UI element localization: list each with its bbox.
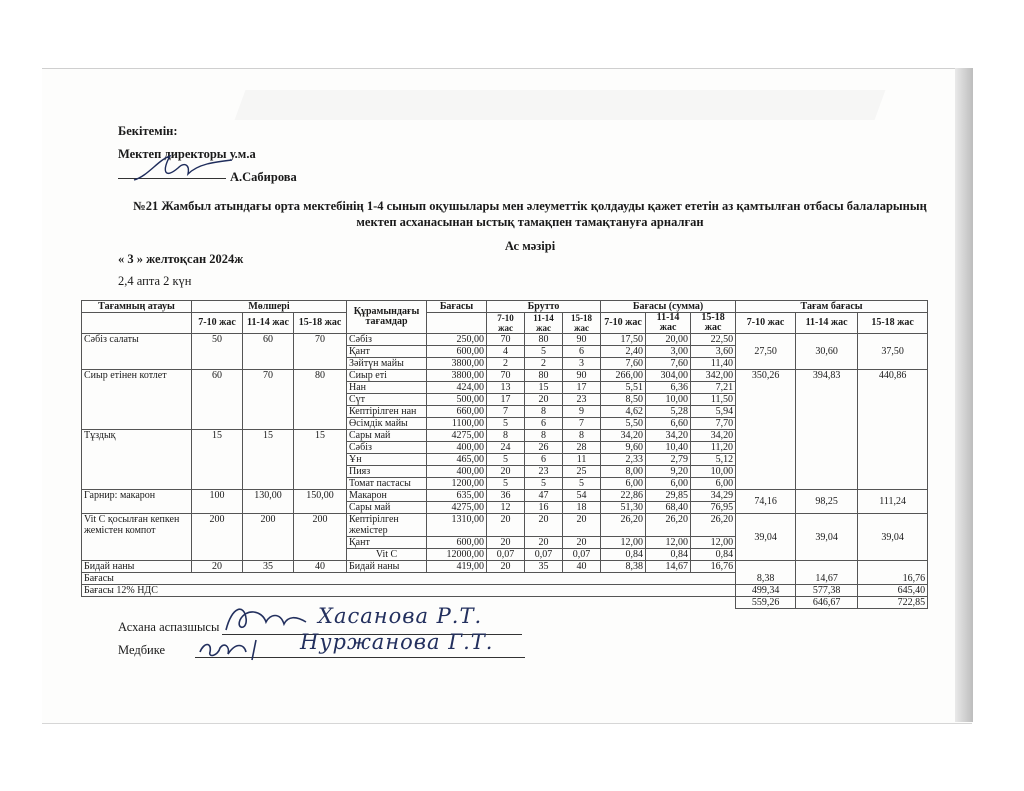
sum-15-18: 22,50 bbox=[691, 334, 736, 346]
brutto-15-18: 7 bbox=[563, 418, 601, 430]
sum-15-18: 342,00 bbox=[691, 370, 736, 382]
brutto-age-11-14: 11-14 жас bbox=[525, 313, 563, 334]
director-name: А.Сабирова bbox=[230, 170, 297, 184]
sum-11-14: 2,79 bbox=[646, 454, 691, 466]
col-dish-price-header: Тағам бағасы bbox=[736, 301, 928, 313]
total-15-18: 645,40 bbox=[858, 585, 928, 597]
table-row bbox=[82, 490, 928, 502]
qty-11-14: 35 bbox=[243, 561, 294, 573]
vat-total-11-14: 646,67 bbox=[796, 597, 858, 609]
brutto-15-18: 18 bbox=[563, 502, 601, 514]
unit-price: 12000,00 bbox=[427, 549, 487, 561]
brutto-15-18: 17 bbox=[563, 382, 601, 394]
sum-15-18: 34,20 bbox=[691, 430, 736, 442]
dish-name: Vit C қосылған кепкен жемістен компот bbox=[82, 514, 192, 561]
brutto-11-14: 5 bbox=[525, 478, 563, 490]
qty-7-10: 60 bbox=[192, 370, 243, 430]
ingredient: Сары май bbox=[347, 430, 427, 442]
approved-label: Бекітемін: bbox=[118, 124, 178, 138]
document-type: Ас мәзірі bbox=[504, 239, 556, 253]
vat-row bbox=[82, 585, 928, 597]
nurse-signature bbox=[196, 632, 276, 662]
qty-15-18: 80 bbox=[294, 370, 347, 430]
sum-15-18: 11,50 bbox=[691, 394, 736, 406]
sum-11-14: 34,20 bbox=[646, 430, 691, 442]
brutto-11-14: 8 bbox=[525, 406, 563, 418]
sum-7-10: 22,86 bbox=[601, 490, 646, 502]
ingredient: Сәбіз bbox=[347, 442, 427, 454]
sum-7-10: 34,20 bbox=[601, 430, 646, 442]
table-row bbox=[82, 370, 928, 382]
sum-7-10: 8,50 bbox=[601, 394, 646, 406]
brutto-11-14: 8 bbox=[525, 430, 563, 442]
qty-11-14: 200 bbox=[243, 514, 294, 561]
qty-11-14: 130,00 bbox=[243, 490, 294, 514]
ingredient: Сүт bbox=[347, 394, 427, 406]
dish-total-11-14: 14,67 bbox=[796, 561, 858, 585]
brutto-7-10: 0,07 bbox=[487, 549, 525, 561]
unit-price: 1310,00 bbox=[427, 514, 487, 537]
brutto-7-10: 20 bbox=[487, 537, 525, 549]
brutto-7-10: 17 bbox=[487, 394, 525, 406]
sum-age-7-10: 7-10 жас bbox=[601, 313, 646, 334]
sum-11-14: 5,28 bbox=[646, 406, 691, 418]
sum-11-14: 12,00 bbox=[646, 537, 691, 549]
nurse-handwritten-name: Нуржанова Г.Т. bbox=[300, 630, 494, 654]
menu-date: « 3 » желтоқсан 2024ж bbox=[118, 252, 244, 266]
brutto-11-14: 20 bbox=[525, 537, 563, 549]
brutto-7-10: 5 bbox=[487, 418, 525, 430]
qty-15-18: 15 bbox=[294, 430, 347, 490]
brutto-15-18: 6 bbox=[563, 346, 601, 358]
brutto-11-14: 80 bbox=[525, 370, 563, 382]
sum-15-18: 7,21 bbox=[691, 382, 736, 394]
page-edge bbox=[955, 68, 973, 722]
qty-11-14: 15 bbox=[243, 430, 294, 490]
sum-7-10: 2,33 bbox=[601, 454, 646, 466]
unit-price: 600,00 bbox=[427, 537, 487, 549]
unit-price: 424,00 bbox=[427, 382, 487, 394]
ingredient: Нан bbox=[347, 382, 427, 394]
ingredient: Өсімдік майы bbox=[347, 418, 427, 430]
sum-11-14: 10,00 bbox=[646, 394, 691, 406]
sum-11-14: 7,60 bbox=[646, 358, 691, 370]
sum-7-10: 12,00 bbox=[601, 537, 646, 549]
col-qty-header: Мөлшері bbox=[192, 301, 347, 313]
sum-7-10: 7,60 bbox=[601, 358, 646, 370]
sum-7-10: 8,00 bbox=[601, 466, 646, 478]
unit-price: 3800,00 bbox=[427, 370, 487, 382]
sum-15-18: 12,00 bbox=[691, 537, 736, 549]
brutto-11-14: 15 bbox=[525, 382, 563, 394]
sum-15-18: 11,20 bbox=[691, 442, 736, 454]
unit-price: 500,00 bbox=[427, 394, 487, 406]
sum-15-18: 6,00 bbox=[691, 478, 736, 490]
bleed-through-shadow bbox=[235, 90, 886, 120]
brutto-11-14: 6 bbox=[525, 454, 563, 466]
qty-7-10: 200 bbox=[192, 514, 243, 561]
table-row bbox=[82, 514, 928, 537]
ingredient: Пияз bbox=[347, 466, 427, 478]
brutto-15-18: 8 bbox=[563, 430, 601, 442]
empty-header-cell bbox=[427, 313, 487, 334]
brutto-11-14: 5 bbox=[525, 346, 563, 358]
vat-total-row bbox=[82, 597, 928, 609]
qty-age-15-18: 15-18 жас bbox=[294, 313, 347, 334]
sum-7-10: 4,62 bbox=[601, 406, 646, 418]
sum-age-15-18: 15-18 жас bbox=[691, 313, 736, 334]
dish-name: Бидай наны bbox=[82, 561, 192, 573]
qty-7-10: 15 bbox=[192, 430, 243, 490]
unit-price: 660,00 bbox=[427, 406, 487, 418]
sum-15-18: 16,76 bbox=[691, 561, 736, 573]
total-label: Бағасы bbox=[82, 573, 736, 585]
brutto-15-18: 25 bbox=[563, 466, 601, 478]
dish-total-15-18: 440,86 bbox=[858, 370, 928, 490]
ingredient: Сиыр еті bbox=[347, 370, 427, 382]
sum-age-11-14: 11-14 жас bbox=[646, 313, 691, 334]
sum-11-14: 20,00 bbox=[646, 334, 691, 346]
sum-11-14: 6,60 bbox=[646, 418, 691, 430]
brutto-7-10: 20 bbox=[487, 561, 525, 573]
brutto-11-14: 80 bbox=[525, 334, 563, 346]
ingredient: Қант bbox=[347, 346, 427, 358]
qty-11-14: 60 bbox=[243, 334, 294, 370]
brutto-15-18: 5 bbox=[563, 478, 601, 490]
qty-11-14: 70 bbox=[243, 370, 294, 430]
col-ingredients-header: Құрамындағы тағамдар bbox=[347, 301, 427, 334]
dish-total-7-10: 39,04 bbox=[736, 514, 796, 561]
nurse-label: Медбике bbox=[118, 643, 166, 657]
brutto-15-18: 28 bbox=[563, 442, 601, 454]
vat-total-7-10: 559,26 bbox=[736, 597, 796, 609]
ingredient: Ұн bbox=[347, 454, 427, 466]
empty-header-cell bbox=[82, 313, 192, 334]
ingredient: Кептірілген нан bbox=[347, 406, 427, 418]
sum-11-14: 29,85 bbox=[646, 490, 691, 502]
ingredient: Зәйтүн майы bbox=[347, 358, 427, 370]
dish-total-11-14: 39,04 bbox=[796, 514, 858, 561]
sum-7-10: 6,00 bbox=[601, 478, 646, 490]
ingredient: Vit C bbox=[347, 549, 427, 561]
brutto-15-18: 3 bbox=[563, 358, 601, 370]
brutto-7-10: 12 bbox=[487, 502, 525, 514]
dish-name: Сиыр етінен котлет bbox=[82, 370, 192, 430]
sum-7-10: 5,50 bbox=[601, 418, 646, 430]
brutto-11-14: 16 bbox=[525, 502, 563, 514]
cook-signature bbox=[222, 600, 312, 636]
brutto-15-18: 54 bbox=[563, 490, 601, 502]
vat-total-15-18: 722,85 bbox=[858, 597, 928, 609]
table-row bbox=[82, 334, 928, 346]
dish-price-age-7-10: 7-10 жас bbox=[736, 313, 796, 334]
sum-11-14: 304,00 bbox=[646, 370, 691, 382]
brutto-15-18: 9 bbox=[563, 406, 601, 418]
unit-price: 400,00 bbox=[427, 442, 487, 454]
unit-price: 465,00 bbox=[427, 454, 487, 466]
table-row bbox=[82, 561, 928, 573]
brutto-7-10: 70 bbox=[487, 334, 525, 346]
sum-11-14: 9,20 bbox=[646, 466, 691, 478]
dish-total-11-14: 30,60 bbox=[796, 334, 858, 370]
brutto-7-10: 20 bbox=[487, 466, 525, 478]
director-signature bbox=[128, 150, 238, 190]
brutto-11-14: 26 bbox=[525, 442, 563, 454]
qty-15-18: 200 bbox=[294, 514, 347, 561]
sum-15-18: 76,95 bbox=[691, 502, 736, 514]
brutto-15-18: 40 bbox=[563, 561, 601, 573]
brutto-15-18: 90 bbox=[563, 370, 601, 382]
brutto-11-14: 2 bbox=[525, 358, 563, 370]
director-position: Мектеп директоры у.м.а bbox=[118, 147, 256, 161]
qty-age-7-10: 7-10 жас bbox=[192, 313, 243, 334]
dish-total-15-18: 111,24 bbox=[858, 490, 928, 514]
unit-price: 600,00 bbox=[427, 346, 487, 358]
brutto-age-15-18: 15-18 жас bbox=[563, 313, 601, 334]
brutto-15-18: 11 bbox=[563, 454, 601, 466]
brutto-7-10: 2 bbox=[487, 358, 525, 370]
unit-price: 419,00 bbox=[427, 561, 487, 573]
sum-11-14: 3,00 bbox=[646, 346, 691, 358]
week-day: 2,4 апта 2 күн bbox=[118, 274, 192, 288]
sum-7-10: 266,00 bbox=[601, 370, 646, 382]
sum-11-14: 10,40 bbox=[646, 442, 691, 454]
brutto-15-18: 0,07 bbox=[563, 549, 601, 561]
sum-11-14: 0,84 bbox=[646, 549, 691, 561]
unit-price: 4275,00 bbox=[427, 430, 487, 442]
brutto-11-14: 20 bbox=[525, 394, 563, 406]
unit-price: 3800,00 bbox=[427, 358, 487, 370]
col-brutto-header: Брутто bbox=[487, 301, 601, 313]
unit-price: 400,00 bbox=[427, 466, 487, 478]
sum-11-14: 14,67 bbox=[646, 561, 691, 573]
brutto-7-10: 8 bbox=[487, 430, 525, 442]
sum-15-18: 0,84 bbox=[691, 549, 736, 561]
qty-15-18: 70 bbox=[294, 334, 347, 370]
dish-name: Гарнир: макарон bbox=[82, 490, 192, 514]
brutto-7-10: 36 bbox=[487, 490, 525, 502]
ingredient: Кептірілген жемістер bbox=[347, 514, 427, 537]
dish-total-7-10: 8,38 bbox=[736, 561, 796, 585]
qty-15-18: 150,00 bbox=[294, 490, 347, 514]
sum-15-18: 34,29 bbox=[691, 490, 736, 502]
brutto-7-10: 13 bbox=[487, 382, 525, 394]
menu-table bbox=[81, 300, 928, 609]
brutto-11-14: 47 bbox=[525, 490, 563, 502]
dish-total-7-10: 27,50 bbox=[736, 334, 796, 370]
sum-15-18: 5,12 bbox=[691, 454, 736, 466]
brutto-15-18: 90 bbox=[563, 334, 601, 346]
sum-11-14: 6,36 bbox=[646, 382, 691, 394]
unit-price: 635,00 bbox=[427, 490, 487, 502]
brutto-age-7-10: 7-10 жас bbox=[487, 313, 525, 334]
sum-7-10: 17,50 bbox=[601, 334, 646, 346]
brutto-7-10: 70 bbox=[487, 370, 525, 382]
col-sum-header: Бағасы (сумма) bbox=[601, 301, 736, 313]
brutto-7-10: 7 bbox=[487, 406, 525, 418]
dish-name: Сәбіз салаты bbox=[82, 334, 192, 370]
ingredient: Томат пастасы bbox=[347, 478, 427, 490]
dish-name: Тұздық bbox=[82, 430, 192, 490]
brutto-11-14: 6 bbox=[525, 418, 563, 430]
sum-7-10: 9,60 bbox=[601, 442, 646, 454]
qty-7-10: 50 bbox=[192, 334, 243, 370]
unit-price: 1100,00 bbox=[427, 418, 487, 430]
qty-15-18: 40 bbox=[294, 561, 347, 573]
ingredient: Қант bbox=[347, 537, 427, 549]
dish-total-15-18: 39,04 bbox=[858, 514, 928, 561]
brutto-7-10: 5 bbox=[487, 478, 525, 490]
total-11-14: 577,38 bbox=[796, 585, 858, 597]
table-header-row-1 bbox=[82, 301, 928, 313]
cook-label: Асхана аспазшысы bbox=[118, 620, 220, 634]
brutto-11-14: 20 bbox=[525, 514, 563, 537]
ingredient: Сәбіз bbox=[347, 334, 427, 346]
dish-price-age-11-14: 11-14 жас bbox=[796, 313, 858, 334]
sum-15-18: 3,60 bbox=[691, 346, 736, 358]
sum-15-18: 26,20 bbox=[691, 514, 736, 537]
sum-15-18: 10,00 bbox=[691, 466, 736, 478]
brutto-11-14: 0,07 bbox=[525, 549, 563, 561]
dish-total-7-10: 350,26 bbox=[736, 370, 796, 490]
ingredient: Сары май bbox=[347, 502, 427, 514]
col-dish-header: Тағамның атауы bbox=[82, 301, 192, 313]
qty-7-10: 20 bbox=[192, 561, 243, 573]
brutto-7-10: 24 bbox=[487, 442, 525, 454]
brutto-11-14: 35 bbox=[525, 561, 563, 573]
brutto-7-10: 20 bbox=[487, 514, 525, 537]
unit-price: 1200,00 bbox=[427, 478, 487, 490]
brutto-15-18: 20 bbox=[563, 537, 601, 549]
title-line-2: мектеп асханасынан ыстық тамақпен тамақтануға арналған bbox=[356, 215, 704, 229]
sum-7-10: 26,20 bbox=[601, 514, 646, 537]
col-price-header: Бағасы bbox=[427, 301, 487, 313]
sum-7-10: 5,51 bbox=[601, 382, 646, 394]
sum-11-14: 68,40 bbox=[646, 502, 691, 514]
cook-handwritten-name: Хасанова Р.Т. bbox=[318, 604, 483, 628]
unit-price: 250,00 bbox=[427, 334, 487, 346]
sum-11-14: 26,20 bbox=[646, 514, 691, 537]
table-header-row-2 bbox=[82, 313, 928, 334]
sum-7-10: 8,38 bbox=[601, 561, 646, 573]
dish-total-15-18: 16,76 bbox=[858, 561, 928, 585]
total-7-10: 499,34 bbox=[736, 585, 796, 597]
dish-total-15-18: 37,50 bbox=[858, 334, 928, 370]
sum-7-10: 2,40 bbox=[601, 346, 646, 358]
brutto-7-10: 5 bbox=[487, 454, 525, 466]
dish-total-11-14: 394,83 bbox=[796, 370, 858, 490]
unit-price: 4275,00 bbox=[427, 502, 487, 514]
ingredient: Макарон bbox=[347, 490, 427, 502]
ingredient: Бидай наны bbox=[347, 561, 427, 573]
qty-7-10: 100 bbox=[192, 490, 243, 514]
brutto-7-10: 4 bbox=[487, 346, 525, 358]
dish-price-age-15-18: 15-18 жас bbox=[858, 313, 928, 334]
brutto-15-18: 23 bbox=[563, 394, 601, 406]
qty-age-11-14: 11-14 жас bbox=[243, 313, 294, 334]
brutto-11-14: 23 bbox=[525, 466, 563, 478]
sum-7-10: 0,84 bbox=[601, 549, 646, 561]
sum-15-18: 7,70 bbox=[691, 418, 736, 430]
dish-total-11-14: 98,25 bbox=[796, 490, 858, 514]
sum-11-14: 6,00 bbox=[646, 478, 691, 490]
sum-7-10: 51,30 bbox=[601, 502, 646, 514]
sum-15-18: 11,40 bbox=[691, 358, 736, 370]
dish-total-7-10: 74,16 bbox=[736, 490, 796, 514]
sum-15-18: 5,94 bbox=[691, 406, 736, 418]
brutto-15-18: 20 bbox=[563, 514, 601, 537]
vat-label: Бағасы 12% НДС bbox=[82, 585, 736, 597]
title-line-1: №21 Жамбыл атындағы орта мектебінің 1-4 сынып оқушылары мен әлеуметтік қолдауды қажет ететін аз қамтылған отбасы балаларының bbox=[133, 199, 927, 213]
